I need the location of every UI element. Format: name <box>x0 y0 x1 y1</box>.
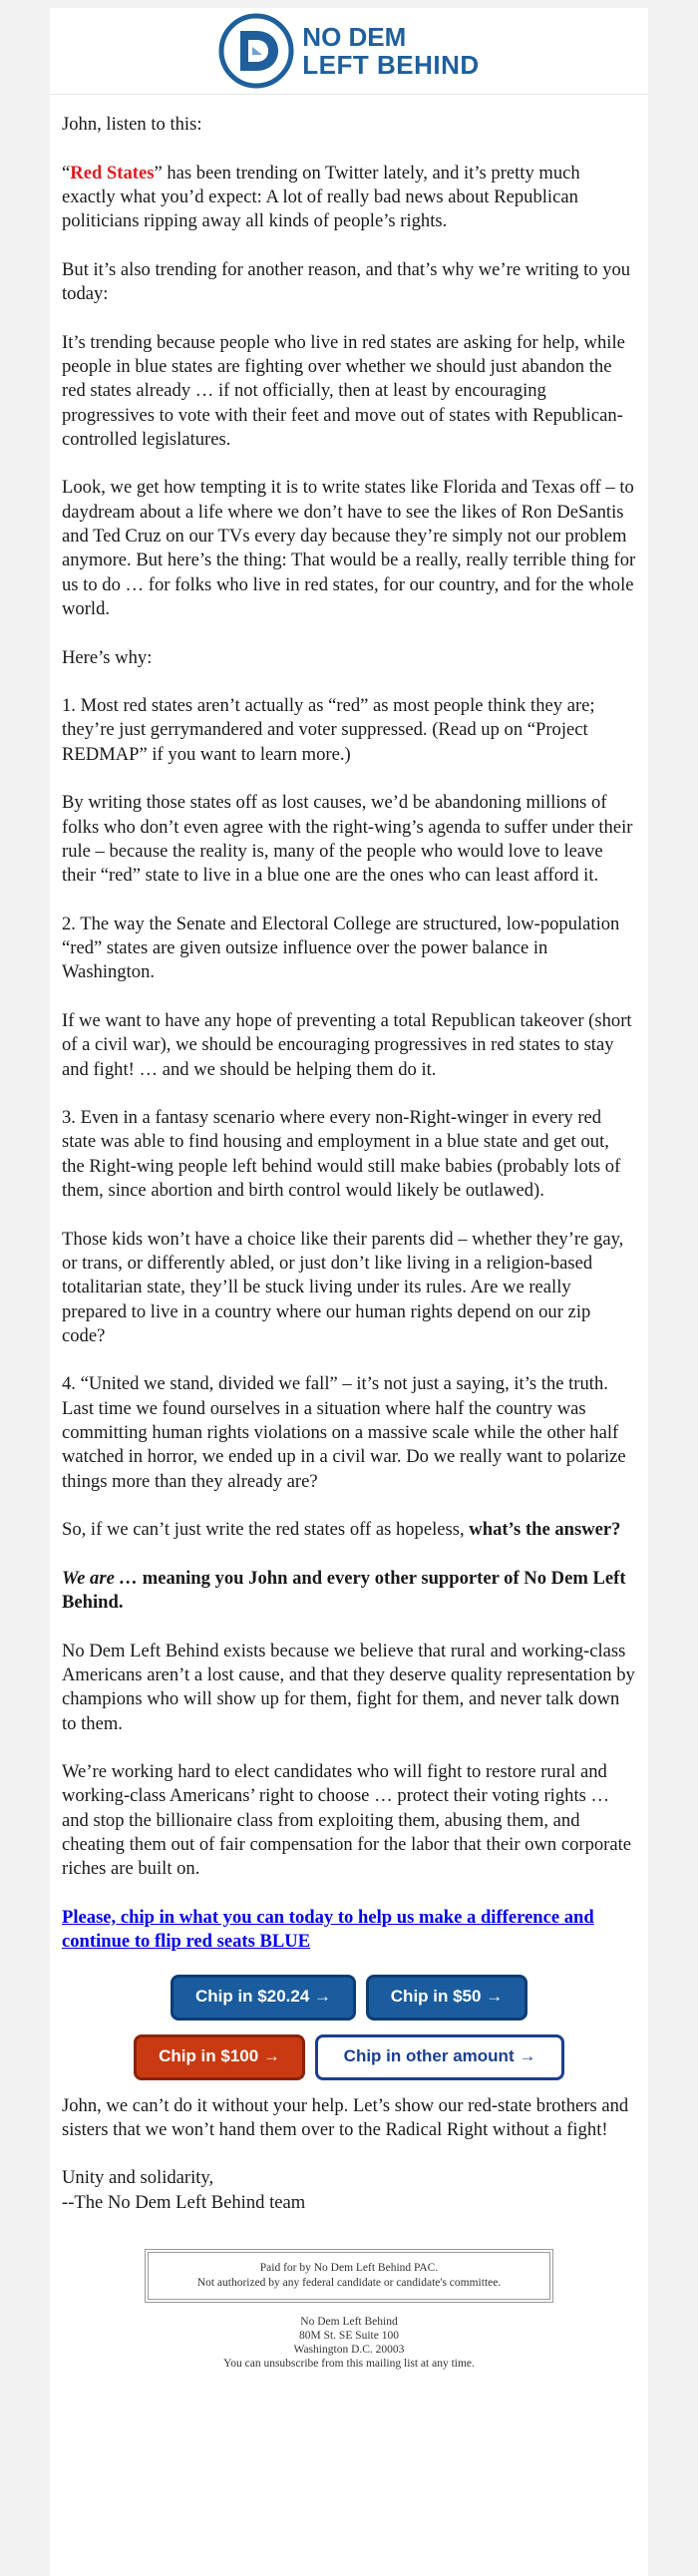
footer-org: No Dem Left Behind <box>300 2316 398 2329</box>
paragraph: Here’s why: <box>62 646 153 668</box>
signoff-line-2: --The No Dem Left Behind team <box>62 2191 306 2213</box>
paragraph-we-are <box>62 1567 636 1616</box>
paragraph: If we want to have any hope of preventing a total Republican takeover (short of a civil war), we should be encouraging progressives in red states to stay and fight! … and we should be helping them do it. <box>62 1009 632 1080</box>
open-quote: “ <box>62 162 71 184</box>
disclaimer-line-1: Paid for by No Dem Left Behind PAC. <box>259 2262 439 2275</box>
paragraph-closing: John, we can’t do it without your help. Let’s show our red-state brothers and sisters that we won’t hand them over to the Radical Right without a fight! <box>62 2094 629 2140</box>
paragraph-red-states-rest: ” has been trending on Twitter lately, and it’s pretty much exactly what you’d expect: A lot of really bad news about Republican politicians ripping away all kinds of people’s rights. <box>62 162 580 232</box>
paragraph: By writing those states off as lost causes, we’d be abandoning millions of folks who don’t even agree with the right-wing’s agenda to suffer under their rule – because the reality is, many of the people who would love to leave their “red” state to live in a blue one are the ones who can least afford it. <box>62 792 633 887</box>
chip-in-2024-button[interactable]: Chip in $20.24 → <box>171 1975 356 2021</box>
paragraph-red-states <box>62 162 636 234</box>
footer-street: 80M St. SE Suite 100 <box>298 2330 399 2343</box>
cta-paragraph <box>62 1906 636 1955</box>
chip-in-other-button[interactable]: Chip in other amount → <box>315 2034 564 2080</box>
paragraph: But it’s also trending for another reason, and that’s why we’re writing to you today: <box>62 258 631 305</box>
donate-button-row-1 <box>62 1975 636 2021</box>
chip-in-50-button[interactable]: Chip in $50 → <box>366 1975 527 2021</box>
footer-city: Washington D.C. 20003 <box>293 2344 405 2357</box>
paragraph: Look, we get how tempting it is to write states like Florida and Texas off – to daydream about a life where we don’t have to see the likes of Ron DeSantis and Ted Cruz on our TVs every day because they’re simply not our problem anymore. But here’s the thing: That would be a really, really terrible thing for us to do … for folks who live in red states, for our country, and for the whole world. <box>62 477 636 619</box>
paragraph: It’s trending because people who live in red states are asking for help, while people in blue states are fighting over whether we should just abandon the red states already … if not officially, then at least by encouraging progressives to vote with their feet and move out of states with Republican-controlled legislatures. <box>62 331 625 450</box>
d-logo-icon <box>218 13 294 89</box>
brand-line-1: NO DEM <box>302 22 407 52</box>
paragraph: 1. Most red states aren’t actually as “red” as most people think they are; they’re just gerrymandered and voter suppressed. (Read up on “Project REDMAP” if you want to learn more.) <box>62 695 595 765</box>
answer-plain: So, if we can’t just write the red states off as hopeless, <box>62 1519 470 1541</box>
unsubscribe-text[interactable]: You can unsubscribe from this mailing list at any time. <box>223 2358 475 2371</box>
donate-button-row-2 <box>62 2034 636 2080</box>
email-footer <box>62 2315 636 2371</box>
disclaimer-line-2: Not authorized by any federal candidate or candidate's committee. <box>196 2277 502 2290</box>
donate-link[interactable]: Please, chip in what you can today to help us make a difference and continue to flip red seats BLUE <box>62 1906 594 1953</box>
brand-line-2: LEFT BEHIND <box>302 50 480 80</box>
paragraph: We’re working hard to elect candidates who will fight to restore rural and working-class Americans’ right to choose … protect their voting rights … and stop the billionaire class from exploiting them, abusing them, and cheating them out of fair compensation for the labor that their own corporate riches are built on. <box>62 1761 632 1880</box>
chip-in-100-button[interactable]: Chip in $100 → <box>134 2034 305 2080</box>
red-states-highlight: Red States <box>70 162 155 184</box>
greeting: John, listen to this: <box>62 114 202 135</box>
paragraph: 4. “United we stand, divided we fall” – it’s not just a saying, it’s the truth. Last time we found ourselves in a situation where half the country was committing human rights violations on a massive scale while the other half watched in horror, we ended up in a civil war. Do we really want to polarize things more than they already are? <box>62 1373 626 1492</box>
signoff <box>62 2166 636 2215</box>
paragraph: 2. The way the Senate and Electoral College are structured, low-population “red” states are given outsize influence over the power balance in Washington. <box>62 913 620 983</box>
email-header <box>50 8 648 95</box>
paid-for-disclaimer <box>145 2249 553 2303</box>
we-are-italic: We are … <box>62 1567 139 1589</box>
we-are-bold: meaning you John and every other supporter of No Dem Left Behind. <box>62 1567 626 1614</box>
email-content <box>50 95 648 2371</box>
signoff-line-1: Unity and solidarity, <box>62 2167 214 2189</box>
brand-wordmark <box>302 23 479 79</box>
paragraph: 3. Even in a fantasy scenario where every non-Right-winger in every red state was able to find housing and employment in a blue state and get out, the Right-wing people left behind would still make babies (probably lots of them, since abortion and birth control would likely be outlawed). <box>62 1107 621 1202</box>
answer-bold: what’s the answer? <box>469 1519 621 1541</box>
email-body <box>50 8 648 2576</box>
paragraph: No Dem Left Behind exists because we believe that rural and working-class Americans aren’t a lost cause, and that they deserve quality representation by champions who will show up for them, fight for them, and never talk down to them. <box>62 1640 635 1734</box>
paragraph-answer <box>62 1518 636 1542</box>
paragraph: Those kids won’t have a choice like their parents did – whether they’re gay, or trans, or differently abled, or just don’t like living in a religion-based totalitarian state, they’ll be stuck living under its rules. Are we really prepared to live in a country where our human rights depend on our zip code? <box>62 1228 624 1346</box>
